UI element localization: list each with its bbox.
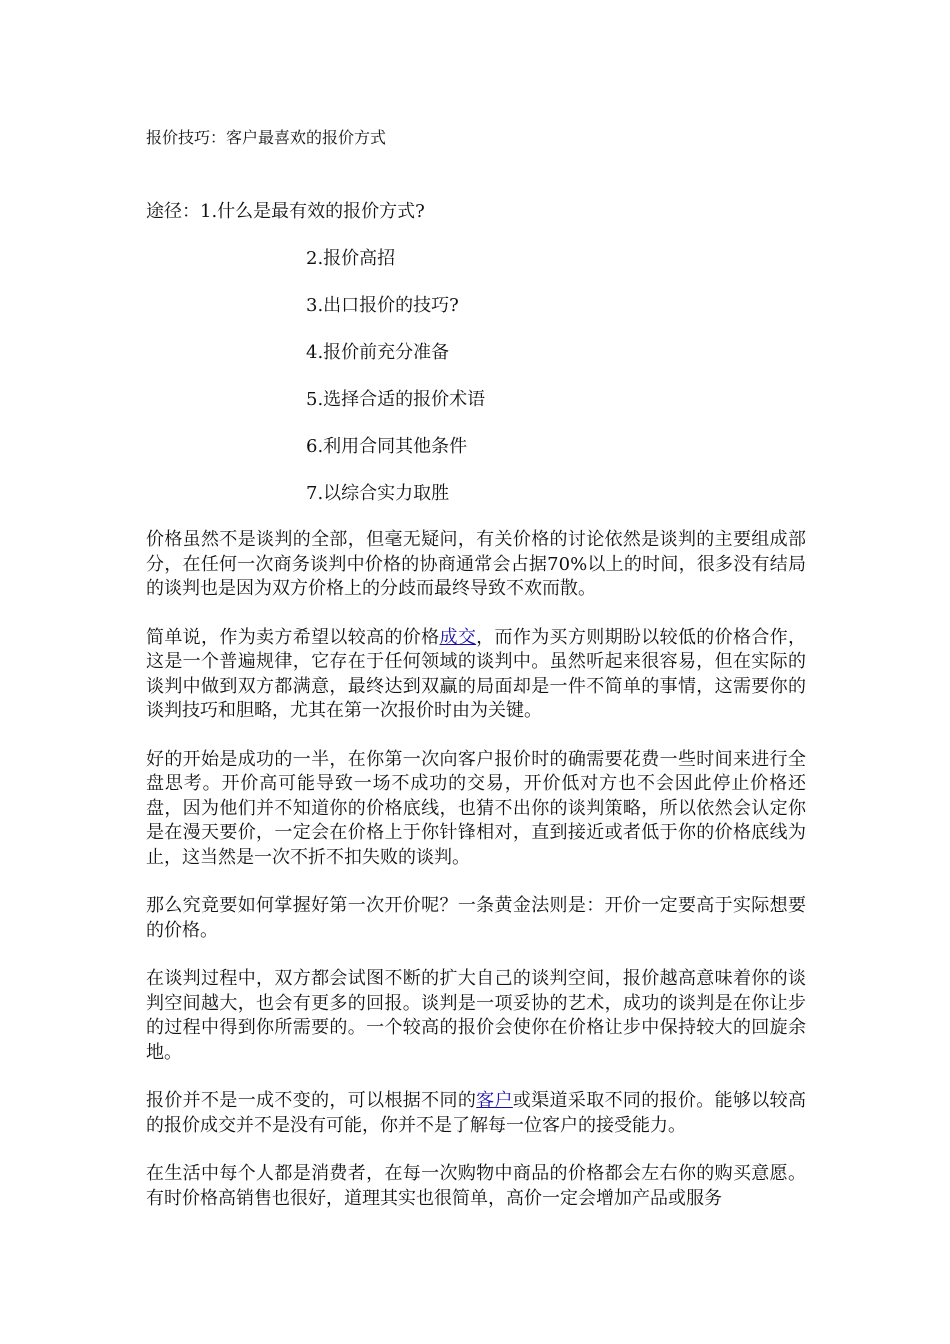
deal-link[interactable]: 成交 (439, 626, 477, 648)
toc-item-label: 7.以综合实力取胜 (306, 483, 450, 504)
toc-item (146, 198, 806, 245)
toc-item (146, 480, 806, 527)
toc-item (146, 292, 806, 339)
paragraph (146, 626, 806, 724)
toc-prefix: 途径： (146, 201, 200, 222)
toc-item-label: 6.利用合同其他条件 (306, 436, 468, 457)
article-body (146, 528, 806, 1235)
toc-item (146, 386, 806, 433)
paragraph-text: 或渠道采取不同的报价。能够以较高的报价成交并不是没有可能，你并不是了解每一位客户的接受能力。 (146, 1090, 807, 1136)
toc-item (146, 339, 806, 386)
paragraph-text: 简单说，作为卖方希望以较高的价格 (146, 626, 440, 648)
toc-item-label: 3.出口报价的技巧? (306, 295, 459, 316)
paragraph: 那么究竟要如何掌握好第一次开价呢？一条黄金法则是：开价一定要高于实际想要的价格。 (146, 895, 806, 941)
toc-item-label: 2.报价高招 (306, 248, 396, 269)
paragraph-text: ，而作为买方则期盼以较低的价格合作，这是一个普遍规律，它存在于任何领域的谈判中。虽然听起来很容易，但在实际的谈判中做到双方都满意，最终达到双赢的局面却是一件不简单的事情，这需要你的谈判技巧和胆略，尤其在第一次报价时由为关键。 (146, 626, 806, 721)
paragraph: 好的开始是成功的一半，在你第一次向客户报价时的确需要花费一些时间来进行全盘思考。开价高可能导致一场不成功的交易，开价低对方也不会因此停止价格还盘，因为他们并不知道你的价格底线，也猜不出你的谈判策略，所以依然会认定你是在漫天要价，一定会在价格上于你针锋相对，直到接近或者低于你的价格底线为止，这当然是一次不折不扣失败的谈判。 (146, 748, 806, 868)
paragraph: 在谈判过程中，双方都会试图不断的扩大自己的谈判空间，报价越高意味着你的谈判空间越大，也会有更多的回报。谈判是一项妥协的艺术，成功的谈判是在你让步的过程中得到你所需要的。一个较高的报价会使你在价格让步中保持较大的回旋余地。 (146, 968, 806, 1063)
toc-list (146, 198, 806, 527)
toc-item (146, 433, 806, 480)
paragraph: 在生活中每个人都是消费者，在每一次购物中商品的价格都会左右你的购买意愿。有时价格高销售也很好，道理其实也很简单，高价一定会增加产品或服务 (146, 1163, 806, 1209)
customer-link[interactable]: 客户 (476, 1090, 513, 1111)
toc-item-label: 4.报价前充分准备 (306, 342, 450, 363)
document-title: 报价技巧：客户最喜欢的报价方式 (146, 128, 387, 147)
toc-item-label: 1.什么是最有效的报价方式? (200, 201, 425, 222)
paragraph-text: 报价并不是一成不变的，可以根据不同的 (146, 1090, 477, 1111)
toc-item (146, 245, 806, 292)
paragraph (146, 1089, 806, 1138)
toc-item-label: 5.选择合适的报价术语 (306, 389, 486, 410)
paragraph: 价格虽然不是谈判的全部，但毫无疑问，有关价格的讨论依然是谈判的主要组成部分，在任何一次商务谈判中价格的协商通常会占据70%以上的时间，很多没有结局的谈判也是因为双方价格上的分歧而最终导致不欢而散。 (146, 529, 806, 599)
